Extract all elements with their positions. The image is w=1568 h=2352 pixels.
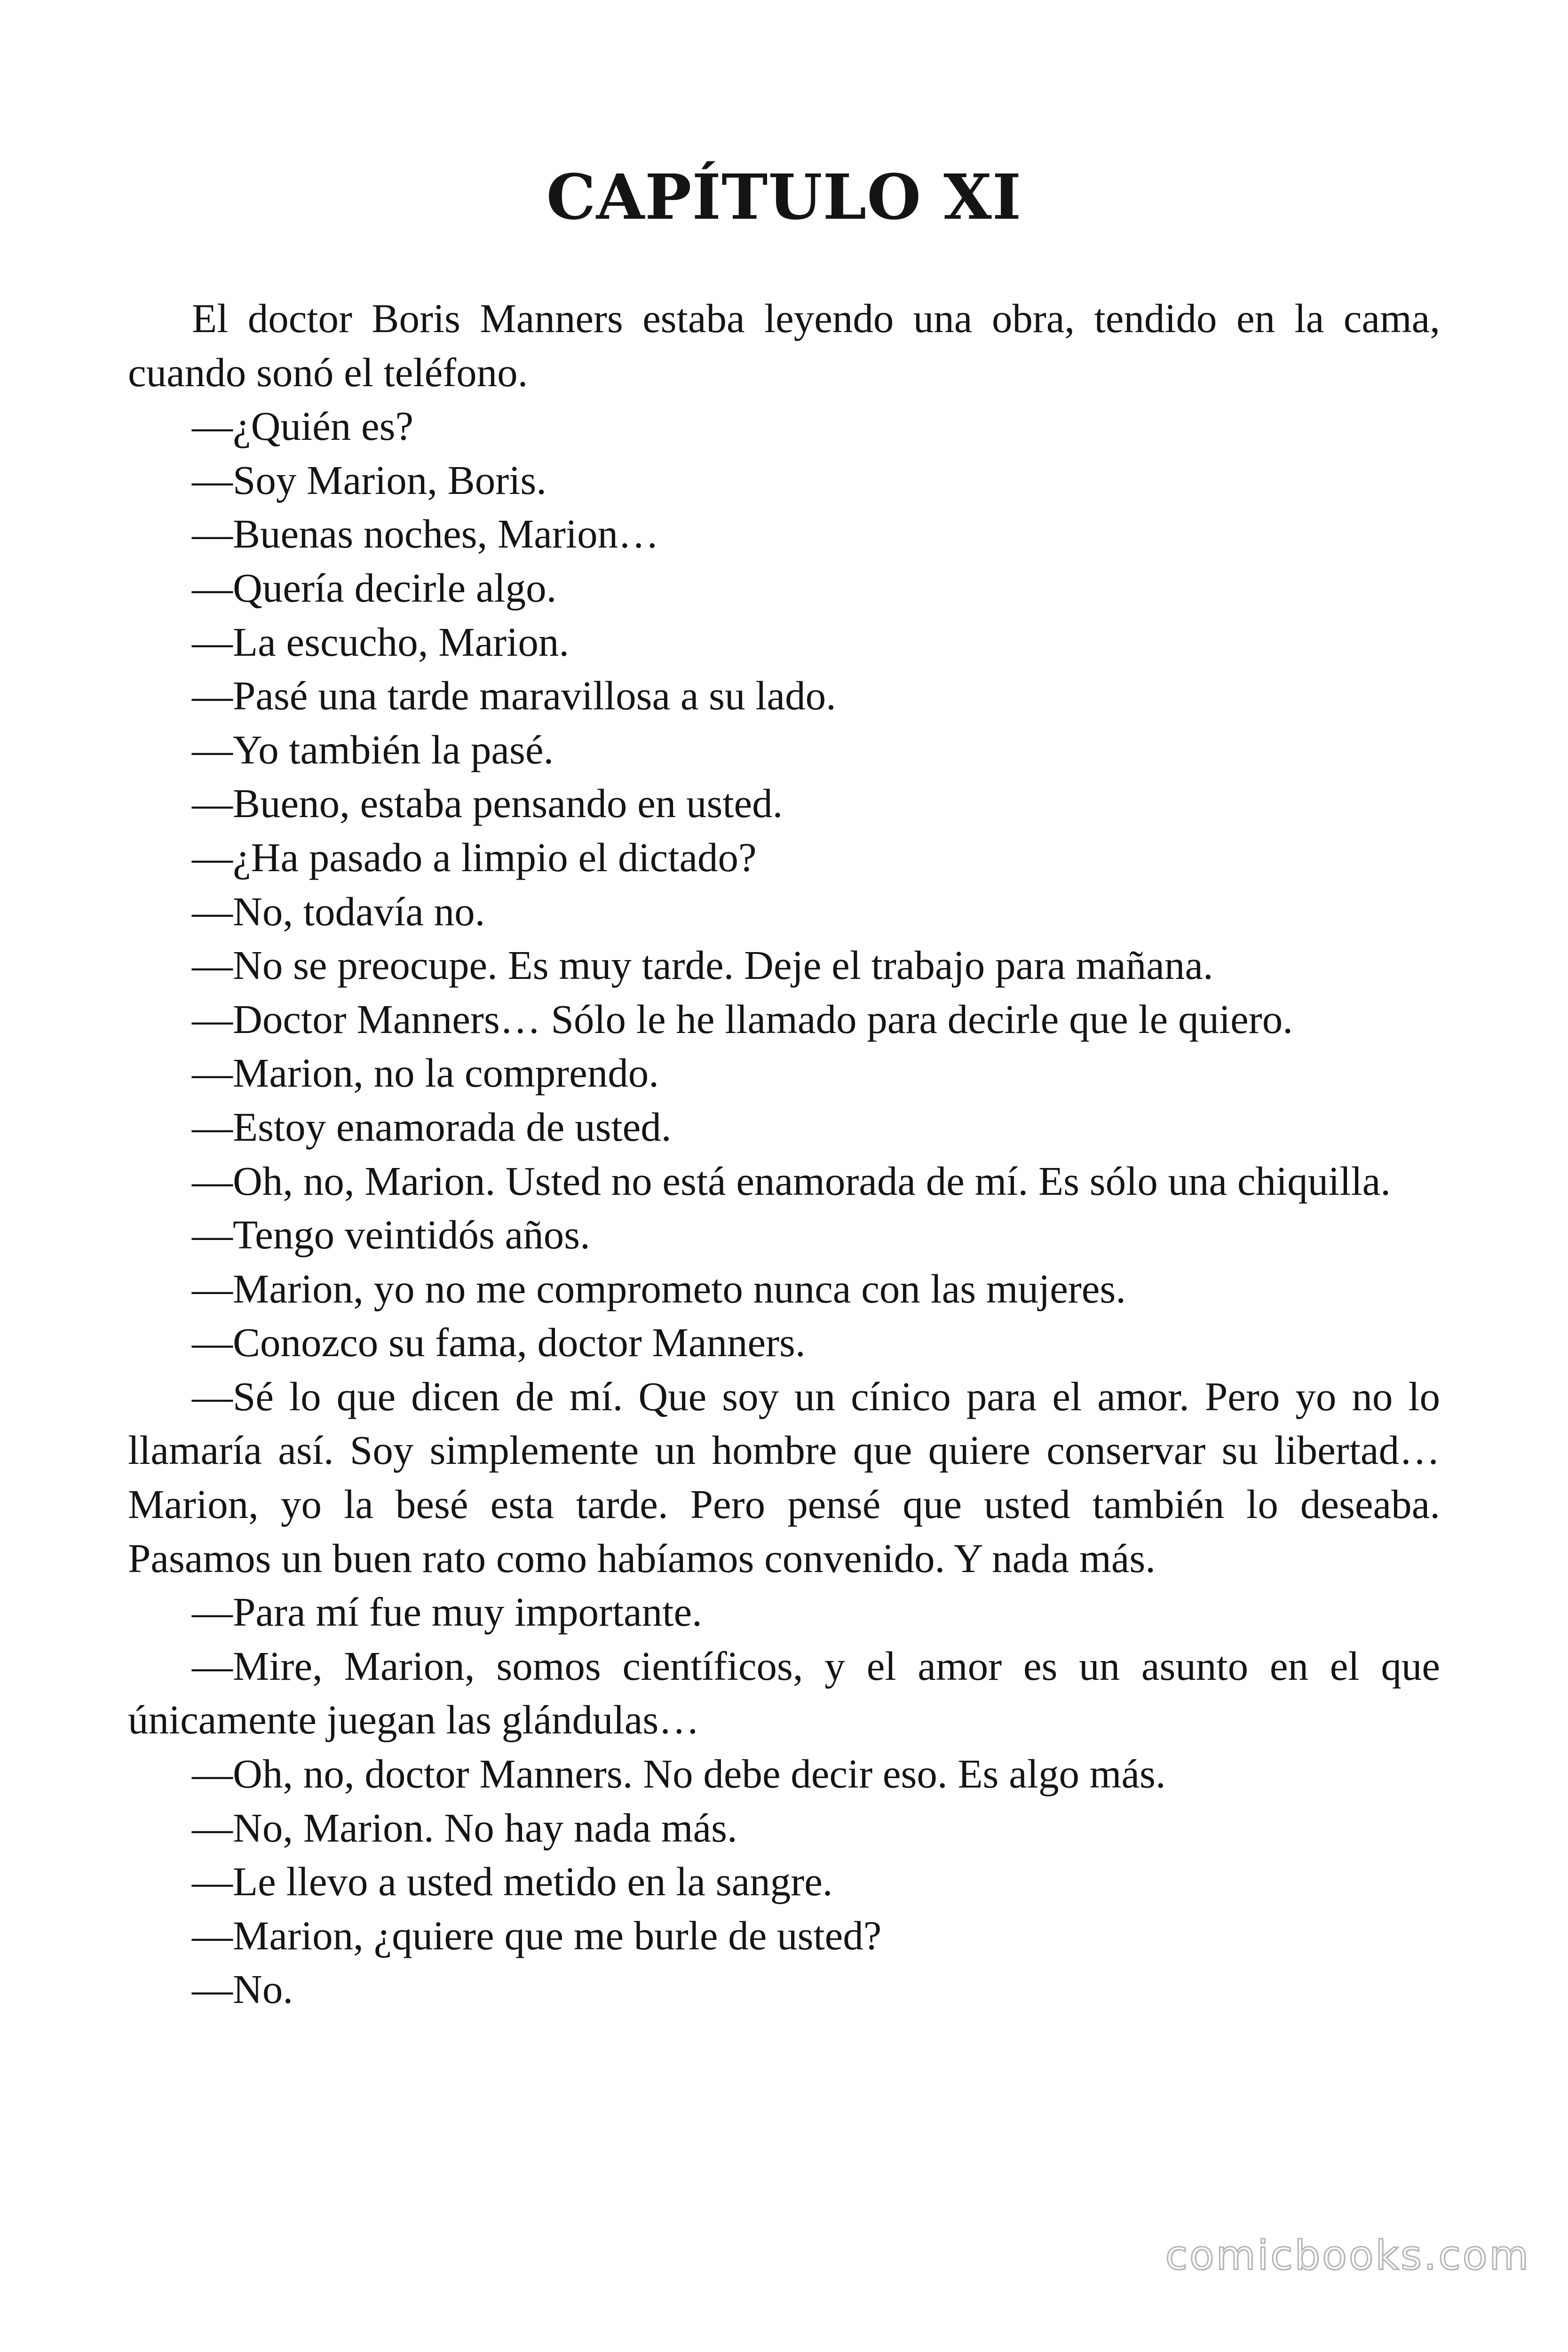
paragraph: —Bueno, estaba pensando en usted. xyxy=(192,780,783,826)
paragraph: —Oh, no, Marion. Usted no está enamorada de mí. Es sólo una chiquilla. xyxy=(192,1158,1391,1204)
chapter-title: CAPÍTULO XI xyxy=(546,161,1022,234)
paragraph: —Para mí fue muy importante. xyxy=(192,1589,702,1635)
paragraph: —No. xyxy=(192,1966,293,2012)
paragraph: —Mire, Marion, somos científicos, y el amor es un asunto en el que únicamente juegan las glándulas… xyxy=(128,1643,1440,1743)
paragraph: —¿Ha pasado a limpio el dictado? xyxy=(192,834,757,880)
paragraph: —Quería decirle algo. xyxy=(192,564,557,611)
paragraph: —No, Marion. No hay nada más. xyxy=(192,1804,737,1851)
paragraph: El doctor Boris Manners estaba leyendo una obra, tendido en la cama, cuando sonó el teléfono. xyxy=(128,295,1440,395)
paragraph: —Tengo veintidós años. xyxy=(192,1212,590,1258)
paragraph: —Doctor Manners… Sólo le he llamado para decirle que le quiero. xyxy=(192,996,1293,1042)
paragraph: —Le llevo a usted metido en la sangre. xyxy=(192,1859,833,1905)
paragraph: —¿Quién es? xyxy=(192,403,414,449)
paragraph: —Marion, yo no me comprometo nunca con las mujeres. xyxy=(192,1265,1126,1311)
paragraph: —Yo también la pasé. xyxy=(192,726,554,772)
paragraph: —Pasé una tarde maravillosa a su lado. xyxy=(192,673,836,719)
paragraph: —Conozco su fama, doctor Manners. xyxy=(192,1319,806,1366)
paragraph: —Marion, ¿quiere que me burle de usted? xyxy=(192,1912,882,1958)
paragraph: —La escucho, Marion. xyxy=(192,619,570,665)
paragraph: —Estoy enamorada de usted. xyxy=(192,1104,672,1150)
paragraph: —Buenas noches, Marion… xyxy=(192,511,659,557)
watermark: comicbooks.com xyxy=(1165,2232,1530,2279)
chapter-body xyxy=(128,292,1440,2017)
paragraph: —Oh, no, doctor Manners. No debe decir eso. Es algo más. xyxy=(192,1751,1166,1797)
paragraph: —Soy Marion, Boris. xyxy=(192,457,547,503)
paragraph: —Sé lo que dicen de mí. Que soy un cínico para el amor. Pero yo no lo llamaría así. Soy simplemente un hombre que quiere conservar su libertad… Marion, yo la besé esta tarde. Pero pensé que usted también lo deseaba. Pasamos un buen rato como habíamos convenido. Y nada más. xyxy=(128,1373,1440,1581)
paragraph: —Marion, no la comprendo. xyxy=(192,1050,659,1096)
paragraph: —No se preocupe. Es muy tarde. Deje el trabajo para mañana. xyxy=(192,942,1213,988)
paragraph: —No, todavía no. xyxy=(192,888,485,934)
